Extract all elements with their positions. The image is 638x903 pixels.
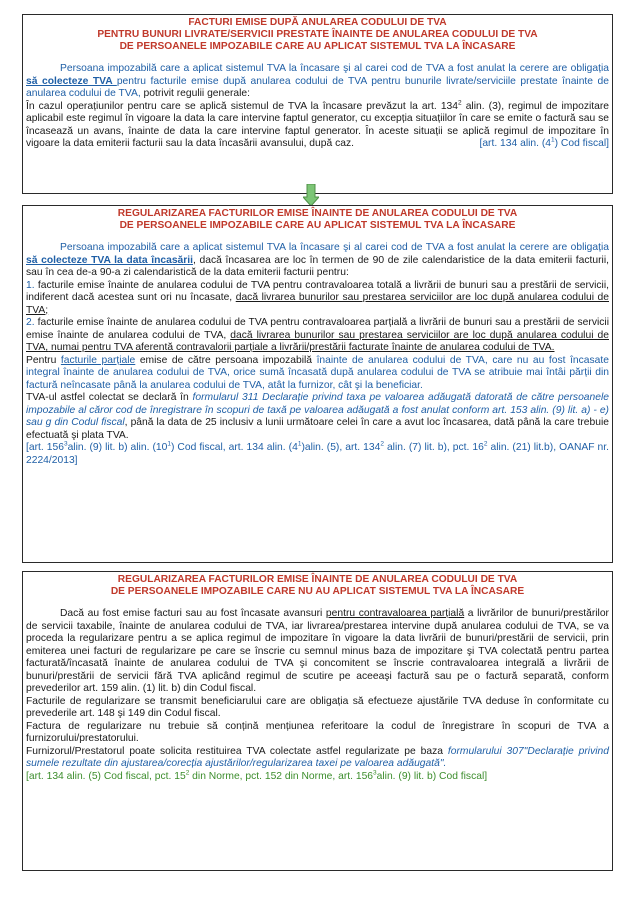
- superscript: 1: [551, 136, 555, 144]
- superscript: 2: [458, 99, 462, 107]
- text-span: , dacă încasarea are loc în termen de 90 de zile calendaristice de la data emiterii facturii, sau în cea de-a 90-a zi calendaristică de la data emiterii facturii pentru:: [26, 254, 609, 278]
- text-span: Furnizorul/Prestatorul poate solicita restituirea TVA colectate astfel regularizate pe baza: [26, 745, 448, 757]
- text-span: pentru facturile emise după anularea codului de TVA pentru bunurile livrate/serviciile prestate înainte de anularea codului de TVA,: [26, 75, 609, 99]
- section-regularizare-fara-tva-incasare: [22, 571, 613, 871]
- superscript: 2: [483, 440, 488, 448]
- section-title: [26, 17, 609, 53]
- ref-text: [art. 134 alin. (4: [479, 138, 551, 149]
- underlined-text: numai pentru TVA aferentă contravalorii parțiale a livrării/prestării facturate înainte de anularea codului de TVA.: [48, 342, 555, 353]
- text-span: facturile emise înainte de anularea codului de TVA pentru contravaloarea totală a livrării de bunuri sau a prestării de servicii, indiferent dacă acestea sunt ori nu încasate,: [26, 279, 609, 303]
- text-span: Dacă au fost emise facturi sau au fost încasate avansuri: [60, 608, 326, 619]
- superscript: 1: [167, 440, 171, 448]
- text-span: , care nu au fost încasate integral înainte de anularea codului de TVA, orice sumă încasată după anularea codului de TVA se atribuie mai întâi părții din factură neîncasate până la anularea codului de TVA, atât la furnizor, cât şi la beneficiar.: [26, 354, 609, 391]
- item-number: 1.: [26, 279, 35, 291]
- list-item-2: [26, 317, 609, 355]
- legal-reference: [479, 138, 609, 151]
- superscript: 2: [380, 440, 384, 448]
- title-line-1: FACTURI EMISE DUPĂ ANULAREA CODULUI DE TVA: [188, 17, 447, 28]
- section-regularizare-tva-incasare: [22, 205, 613, 563]
- superscript: 1: [297, 440, 302, 448]
- ref-text: ) Cod fiscal]: [554, 138, 609, 149]
- text-span: În cazul operațiunilor pentru care se aplică sistemul de TVA la încasare prevăzut la art. 134: [26, 100, 459, 112]
- ref-text: din Norme, pct. 152 din Norme, art. 156: [189, 770, 374, 782]
- text-span: , până la data de 25 inclusiv a lunii următoare celei în care a avut loc încasarea, dată până la care trebuie efectuată şi plata TVA.: [26, 417, 609, 441]
- down-arrow-icon: [303, 184, 319, 206]
- section-title: [26, 208, 609, 232]
- legal-reference: [26, 771, 609, 784]
- paragraph-transmitere: [26, 696, 609, 721]
- highlight-text: înainte de anularea codului de TVA: [316, 354, 485, 366]
- text-span: TVA-ul astfel colectat se declară în: [26, 392, 193, 403]
- ref-text: [art. 134 alin. (5) Cod fiscal, pct. 15: [26, 770, 186, 782]
- text-span: Facturile de regularizare se transmit beneficiarului care are obligația să efectueze ajustările TVA deduse în conformitate cu prevederile art. 148 şi 149 din Codul fiscal.: [26, 695, 609, 719]
- superscript: 2: [185, 769, 190, 777]
- text-span: Persoana impozabilă care a aplicat sistemul TVA la încasare şi al carei cod de TVA a fost anulat la cerere are obligația: [60, 242, 609, 253]
- highlight-colecteze: să colecteze TVA: [26, 75, 117, 87]
- paragraph-facturi-partiale: [26, 355, 609, 393]
- paragraph-obligatie: [26, 242, 609, 280]
- item-number: 2.: [26, 317, 35, 328]
- ref-text: alin. (21) lit.b), OANAF nr. 2224/2013]: [26, 442, 610, 466]
- text-span: Factura de regularizare nu trebuie să conțină mențiunea referitoare la codul de înregistrare în scopuri de TVA a furnizorului/prestatorului.: [26, 720, 609, 744]
- ref-text: )alin. (5), art. 134: [301, 442, 381, 453]
- title-line-1: REGULARIZAREA FACTURILOR EMISE ÎNAINTE DE ANULAREA CODULUI DE TVA: [117, 208, 518, 219]
- superscript: 3: [63, 440, 68, 448]
- form-reference: formularul 311 Declarație privind taxa pe valoarea adăugată datorată de către persoanele impozabile al căror cod de înregistrare în scopuri de taxă pe valoarea adăugată a fost anulat conform art. 153 alin. (9) lit. a) - e) sau g din Codul fiscal: [26, 392, 609, 428]
- title-line-2: DE PERSOANELE IMPOZABILE CARE AU APLICAT SISTEMUL TVA LA ÎNCASARE: [119, 220, 516, 231]
- section-facturi-emise-dupa-anulare: [22, 14, 613, 194]
- paragraph-regularizare: [26, 608, 609, 696]
- paragraph-mentiune: [26, 721, 609, 746]
- ref-text: ) Cod fiscal, art. 134 alin. (4: [170, 442, 298, 453]
- highlight-colecteze: să colecteze TVA la data încasării: [26, 254, 194, 266]
- paragraph-restituire: [26, 746, 609, 771]
- form-reference: formularului 307"Declarație privind sumele rezultate din ajustarea/corecția ajustărilor/regularizarea taxei pe valoarea adăugată".: [26, 745, 609, 769]
- title-line-1: REGULARIZAREA FACTURILOR EMISE ÎNAINTE DE ANULAREA CODULUI DE TVA: [117, 574, 518, 585]
- title-line-3: DE PERSOANELE IMPOZABILE CARE AU APLICAT SISTEMUL TVA LA ÎNCASARE: [119, 41, 516, 52]
- ref-text: alin. (7) lit. b), pct. 16: [383, 442, 484, 453]
- text-span: Pentru: [26, 354, 61, 366]
- ref-text: [art. 156: [26, 442, 64, 453]
- text-span: potrivit regulii generale:: [140, 88, 251, 99]
- text-span: alin. (3), regimul de impozitare aplicabil este regimul în vigoare la data la care intervine faptul generator, cu excepția situațiilor în care se emite o factură sau se încasează un avans, înainte de data la care intervine faptul generator. În aceste situații se aplică regimul de impozitare în vigoare la data emiterii facturii sau la data încasării avansului, după caz.: [26, 100, 609, 149]
- ref-text: alin. (9) lit. b) Cod fiscal]: [376, 770, 488, 782]
- paragraph-regula: [26, 101, 609, 151]
- ref-text: alin. (9) lit. b) alin. (10: [67, 442, 168, 453]
- title-line-2: PENTRU BUNURI LIVRATE/SERVICII PRESTATE ÎNAINTE DE ANULAREA CODULUI DE TVA: [97, 29, 538, 40]
- list-item-1: [26, 280, 609, 318]
- underlined-text: dacă livrarea bunurilor sau prestarea serviciilor are loc după anularea codului de TVA,: [26, 329, 609, 353]
- underlined-text: dacă livrarea bunurilor sau prestarea serviciilor are loc după anularea codului de TVA;: [26, 292, 609, 316]
- title-line-2: DE PERSOANELE IMPOZABILE CARE NU AU APLICAT SISTEMUL TVA LA ÎNCASARE: [110, 586, 525, 597]
- section-title: [26, 574, 609, 598]
- text-span: a livrărilor de bunuri/prestărilor de servicii taxabile, înainte de anularea codului de TVA, iar livrarea/prestarea intervine după anularea codului de TVA, se va proceda la regularizare pentru a se aplica regimul de impozitare în vigoare la data livrării de bunuri/prestării de servicii, prin emiterea unei facturi de regularizare pe care se înscrie cu semnul minus baza de impozitare şi TVA colectată pentru partea facturată/încasată înainte de anularea codului de TVA şi concomitent se înscrie contravaloarea integrală a livrării de bunuri/prestării de servicii fără TVA aplicând regimul de scutire pe aceeaşi factură sau pe o factură separată, conform prevederilor art. 159 alin. (1) lit. b) din Codul fiscal.: [26, 608, 609, 694]
- text-span: Persoana impozabilă care a aplicat sistemul TVA la încasare şi al carei cod de TVA a fost anulat la cerere are obligația: [60, 63, 609, 74]
- text-span: emise de către persoana impozabilă: [135, 354, 317, 366]
- paragraph-obligatie: [26, 63, 609, 101]
- legal-reference: [26, 442, 609, 467]
- superscript: 3: [373, 769, 377, 777]
- paragraph-declarare: [26, 392, 609, 442]
- highlight-text: facturile parțiale: [60, 354, 136, 366]
- text-span: facturile emise înainte de anularea codului de TVA pentru contravaloarea parțială a livrării de bunuri sau a prestării de servicii emise înainte de anularea codului de TVA,: [26, 317, 609, 341]
- underlined-text: pentru contravaloarea parțială: [325, 608, 465, 619]
